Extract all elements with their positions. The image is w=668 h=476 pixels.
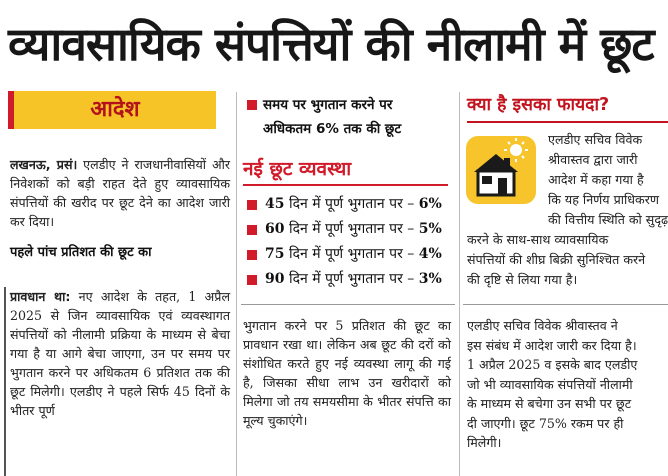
middle-section-rule [241, 304, 455, 305]
benefit-line: की वित्तीय स्थिति को सुदृढ़ [548, 212, 668, 227]
bullet-square-icon [247, 225, 257, 235]
right-body-line: मिलेगी। [467, 435, 502, 450]
scheme-item-text: 90 दिन में पूर्ण भुगतान पर – 3% [265, 271, 442, 287]
scheme-list [243, 192, 458, 292]
scheme-item [243, 267, 458, 292]
right-body-paragraph [467, 316, 668, 453]
benefit-line: करने के साथ-साथ व्यावसायिक [467, 232, 609, 247]
benefit-question-underline [467, 121, 668, 123]
benefit-line: की दृष्टि से लिया गया है। [467, 272, 578, 287]
order-badge [8, 91, 216, 129]
scheme-item [243, 217, 458, 242]
right-body-line: इस संबंध में आदेश जारी कर दिया है। [467, 337, 637, 353]
highlight-text [263, 93, 453, 141]
house-sun-icon [466, 130, 536, 206]
body-lead: प्रावधान था: [10, 289, 71, 304]
highlight-line-1: समय पर भुगतान करने पर [263, 97, 393, 113]
middle-body-paragraph: भुगतान करने पर 5 प्रतिशत की छूट का प्रावधान रखा था। लेकिन अब छूट की दरों को संशोधित करते हुए नई व्यवस्था लागू की गई है, जिसका सीधा लाभ उन खरीदारों को मिलेगा जो तय समयसीमा के भीतर संपत्ति का मूल्य चुकाएंगे। [243, 318, 451, 428]
left-body-text: नए आदेश के तहत, 1 अप्रैल 2025 से जिन व्यावसायिक एवं व्यवस्थागत संपत्तियों को नीलामी प्रक्रिया के माध्यम से बेचा गया है या आगे बेचा जाएगा, उन पर समय पर भुगतान करने पर अधिकतम 6 प्रतिशत तक की छूट मिलेगी। एलडीए ने पहले सिर्फ 45 दिनों के भीतर पूर्ण [10, 289, 231, 418]
right-body-line: 1 अप्रैल 2025 व इसके बाद एलडीए [467, 357, 638, 372]
left-body-paragraph [10, 287, 230, 420]
scheme-item-text: 75 दिन में पूर्ण भुगतान पर – 4% [265, 246, 442, 262]
scheme-title: नई छूट व्यवस्था [243, 158, 352, 180]
scheme-item-text: 60 दिन में पूर्ण भुगतान पर – 5% [265, 221, 442, 237]
highlight-line-2: अधिकतम 6% तक की छूट [263, 121, 402, 137]
highlight-box [243, 93, 451, 147]
benefit-line: एलडीए सचिव विवेक [548, 132, 643, 147]
scheme-item [243, 192, 458, 217]
benefit-line: श्रीवास्तव द्वारा जारी [548, 152, 638, 167]
benefit-line: आदेश में कहा गया है [548, 172, 644, 187]
right-body-line: जो भी व्यावसायिक संपत्तियों नीलामी [467, 376, 633, 392]
scheme-item [243, 242, 458, 267]
dateline: लखनऊ, प्रसं। [10, 157, 78, 172]
benefit-line: संपत्तियों की शीघ्र बिक्री सुनिश्चित करने [467, 252, 646, 267]
left-column-rule [4, 287, 6, 476]
subhead: पहले पांच प्रतिशत की छूट का [10, 245, 152, 260]
bullet-square-icon [247, 250, 257, 260]
intro-paragraph [10, 155, 230, 231]
right-section-rule [463, 304, 668, 305]
intro-text: एलडीए ने राजधानीवासियों और निवेशकों को बड़ी राहत देते हुए व्यावसायिक संपत्तियों की खरीद पर छूट देने का आदेश जारी कर दिया। [10, 157, 231, 229]
scheme-item-text: 45 दिन में पूर्ण भुगतान पर – 6% [265, 196, 442, 212]
right-body-line: के माध्यम से बचेगा उन सभी पर छूट [467, 396, 632, 411]
bullet-square-icon [247, 275, 257, 285]
order-badge-label: आदेश [90, 97, 140, 122]
right-body-line: एलडीए सचिव विवेक श्रीवास्तव ने [467, 318, 618, 333]
scheme-title-underline [243, 184, 448, 186]
benefit-question: क्या है इसका फायदा? [467, 95, 610, 115]
headline: व्यावसायिक संपत्तियों की नीलामी में छूट [8, 17, 654, 71]
column-divider-left [236, 92, 237, 476]
benefit-line: कि यह निर्णय प्राधिकरण [548, 192, 659, 207]
right-body-line: दी जाएगी। छूट 75% रकम पर ही [467, 415, 624, 431]
column-divider-right [459, 92, 460, 476]
bullet-square-icon [247, 100, 257, 110]
bullet-square-icon [247, 200, 257, 210]
